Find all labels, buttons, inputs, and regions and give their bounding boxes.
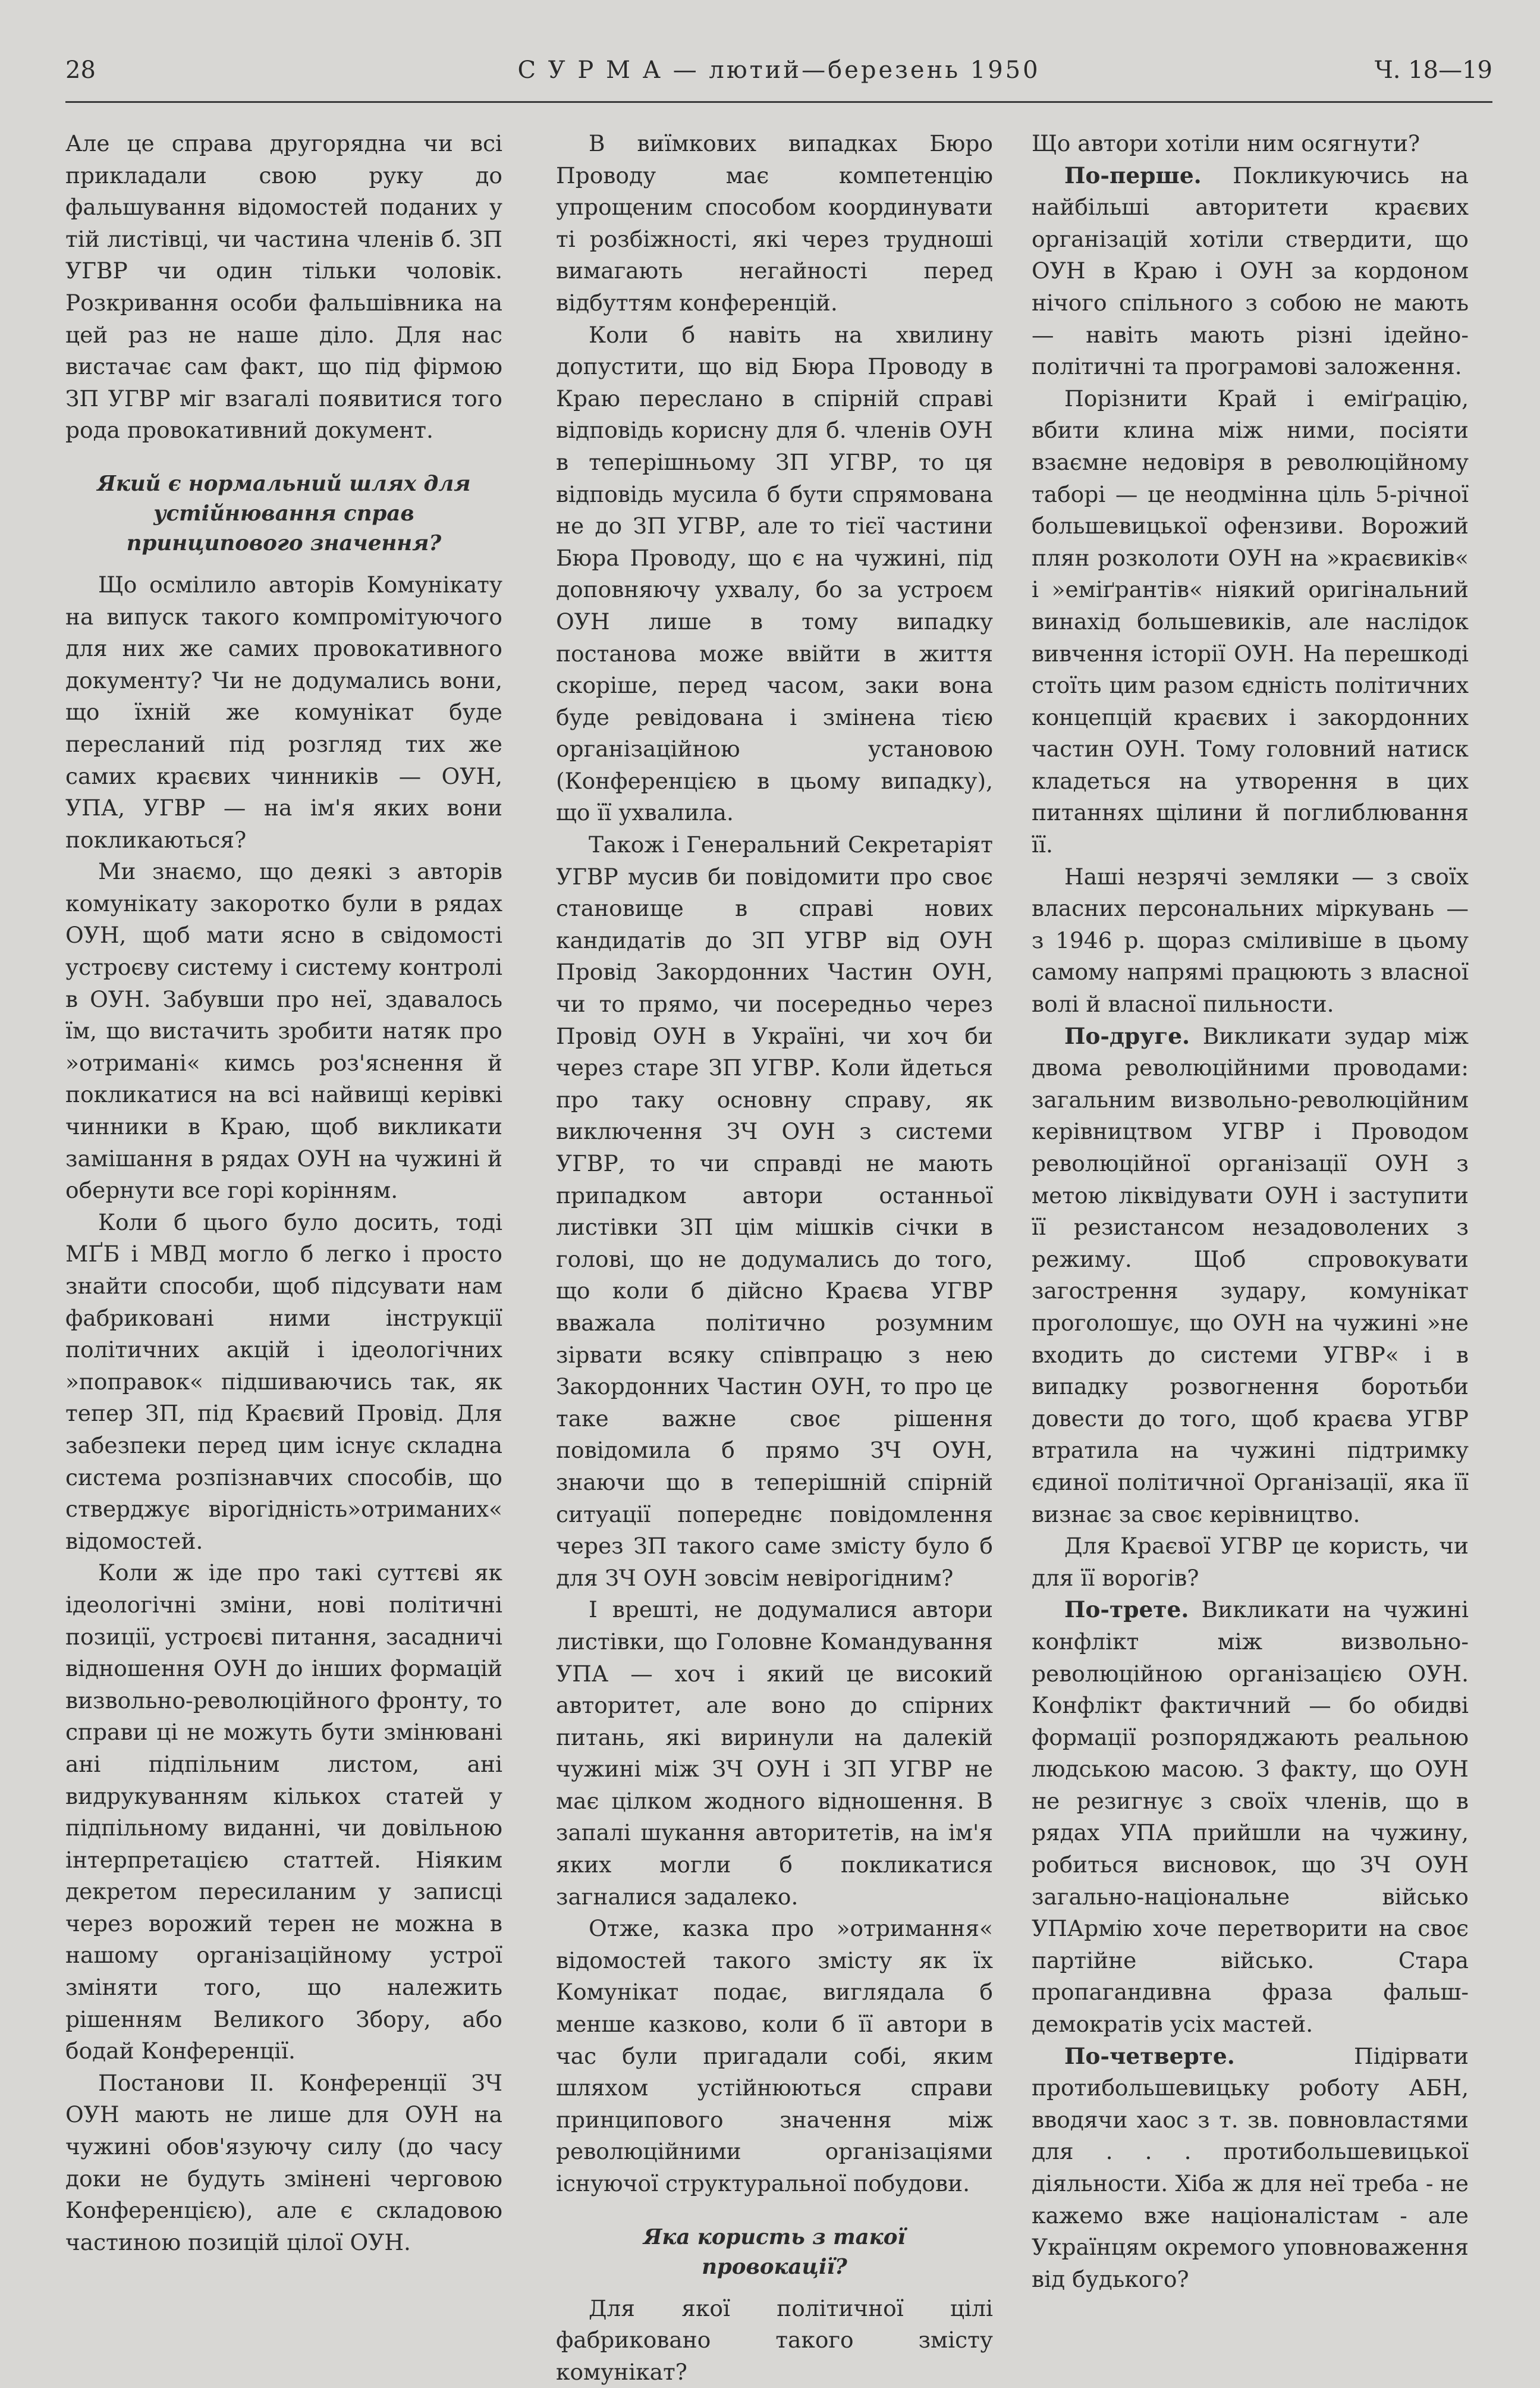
point-label: По-перше. — [1064, 162, 1202, 189]
paragraph: Коли б цього було досить, тоді МҐБ і МВД могло б легко і просто знайти способи, щоб підсувати нам фабриковані ними інструкції політичних акцій і ідеологічних »поправок« підшиваючись так, як тепер ЗП, під Краєвий Провід. Для забезпеки перед цим існує складна система розпізнавчих способів, що стверджує вірогідність»отриманих« відомостей. — [65, 1209, 502, 1554]
point-label: По-трете. — [1064, 1596, 1189, 1623]
paragraph: Для Краєвої УГВР це користь, чи для її ворогів? — [1032, 1533, 1469, 1591]
paragraph — [1032, 1021, 1469, 1531]
column-3 — [1032, 128, 1469, 2352]
page-header — [65, 57, 1492, 98]
section-heading: Який є нормальний шлях для устійнювання справ принципового значення? — [97, 471, 471, 556]
paragraph: І врешті, не додумалися автори листівки, що Головне Командування УПА — хоч і який це високий авторитет, але воно до спірних питань, які виринули на далекій чужині між ЗЧ ОУН і ЗП УГВР не має цілком жодного відношення. В запалі шукання авторитетів, на ім'я яких могли б покликатися загналися задалеко. — [556, 1596, 993, 1910]
publication-title: С У Р М А — лютий—березень 1950 — [517, 57, 1041, 84]
paragraph: Також і Генеральний Секретаріят УГВР мусив би повідомити про своє становище в справі нових кандидатів до ЗП УГВР від ОУН Провід Закордонних Частин ОУН, чи то прямо, чи посередньо через Провід ОУН в Україні, чи хоч би через старе ЗП УГВР. Коли йдеться про таку основну справу, як виключення ЗЧ ОУН з системи УГВР, то чи справді не мають припадком автори останньої листівки ЗП цім мішків січки в голові, що не додумались до того, що коли б дійсно Краєва УГВР вважала політично розумним зірвати всяку співпрацю з нею Закордонних Частин ОУН, то про це таке важне своє рішення повідомила б прямо ЗЧ ОУН, знаючи що в теперішній спірній ситуації попереднє повідомлення через ЗП такого саме змісту було б для ЗЧ ОУН зовсім невірогідним? — [556, 831, 993, 1591]
paragraph: Коли б навіть на хвилину допустити, що від Бюра Проводу в Краю переслано в спірній справі відповідь корисну для б. членів ОУН в теперішньому ЗП УГВР, то ця відповідь мусила б бути спрямована не до ЗП УГВР, але то тієї частини Бюра Проводу, що є на чужині, під доповняючу ухвалу, бо за устроєм ОУН лише в тому випадку постанова може ввійти в життя скоріше, перед часом, заки вона буде ревідована і змінена тією організаційною установою (Конференцією в цьому випадку), що її ухвалила. — [556, 321, 993, 826]
paragraph: Що автори хотіли ним осягнути? — [1032, 130, 1420, 156]
paragraph: Для якої політичної цілі фабриковано такого змісту комунікат? — [556, 2295, 993, 2385]
paragraph — [1032, 2041, 1469, 2296]
paragraph: Що осмілило авторів Комунікату на випуск такого компромітуючого для них же самих провокативного документу? Чи не додумались вони, що їхній же комунікат буде пересланий під розгляд тих же самих краєвих чинників — ОУН, УПА, УГВР — на ім'я яких вони покликаються? — [65, 571, 502, 853]
paragraph: Ми знаємо, що деякі з авторів комунікату закоротко були в рядах ОУН, щоб мати ясно в свідомості устроєву систему і систему контролі в ОУН. Забувши про неї, здавалось їм, що вистачить зробити натяк про »отримані« кимсь роз'яснення й покликатися на всі найвищі керівкі чинники в Краю, щоб викликати замішання в рядах ОУН на чужині й обернути все горі корінням. — [65, 858, 502, 1204]
paragraph: Постанови II. Конференції ЗЧ ОУН мають не лише для ОУН на чужині обов'язуючу силу (до часу доки не будуть змінені черговою Конференцією), але є складовою частиною позицій цілої ОУН. — [65, 2069, 502, 2255]
point-text: Підірвати протибольшевицьку роботу АБН, вводячи хаос з т. зв. повновластями для . . . протибольшевицької діяльности. Хіба ж для неї треба - не кажемо вже націоналістам - але Українцям окремого уповноваження від будького? — [1032, 2042, 1469, 2292]
point-label: По-четверте. — [1064, 2042, 1235, 2069]
point-text: Викликати зудар між двома революційними проводами: загальним визвольно-революційним керівництвом УГВР і Проводом революційної організації ОУН з метою ліквідувати ОУН і заступити її резистансом незадоволених з режиму. Щоб спровокувати загострення зудару, комунікат проголошує, що ОУН на чужині »не входить до системи УГВР« і в випадку розвогнення боротьби довести до того, щоб краєва УГВР втратила на чужині підтримку єдиної політичної Організації, яка її визнає за своє керівництво. — [1032, 1022, 1469, 1527]
issue-number: Ч. 18—19 — [1374, 57, 1492, 84]
section-heading: Яка користь з такої провокації? — [643, 2224, 906, 2279]
column-2 — [556, 128, 993, 2385]
column-1 — [65, 128, 502, 2352]
paragraph: Отже, казка про »отримання« відомостей такого змісту як їх Комунікат подає, виглядала б менше казково, коли б її автори в час були пригадали собі, яким шляхом устійнюються справи принципового значення між революційними організаціями існуючої структуральної побудови. — [556, 1915, 993, 2196]
page-number: 28 — [65, 57, 96, 84]
paragraph: В виїмкових випадках Бюро Проводу має компетенцію упрощеним способом координувати ті розбіжності, які через трудноші вимагають негайності перед відбуттям конференцій. — [556, 130, 993, 316]
paragraph: Коли ж іде про такі суттєві як ідеологічні зміни, нові політичні позиції, устроєві питання, засадничі відношення ОУН до інших формацій визвольно-революційного фронту, то справи ці не можуть бути змінювані ані підпільним листом, ані видрукуванням кількох статей у підпільному виданні, чи довільною інтерпретацією статтей. Ніяким декретом пересиланим у записці через ворожий терен не можна в нашому організаційному устрої зміняти того, що належить рішенням Великого Збору, або бодай Конференції. — [65, 1559, 502, 2064]
paragraph — [1032, 1594, 1469, 2040]
paragraph: Порізнити Край і еміґрацію, вбити клина між ними, посіяти взаємне недовіря в революційному таборі — це неодмінна ціль 5-річної большевицької офензиви. Ворожий плян розколоти ОУН на »краєвиків« і »еміґрантів« ніякий оригінальний винахід большевиків, але наслідок вивчення історії ОУН. На перешкоді стоїть цим разом єдність політичних концепцій краєвих і закордонних частин ОУН. Тому головний натиск кладеться на утворення в цих питаннях щілини й поглиблювання її. — [1032, 385, 1469, 858]
point-text: Викликати на чужині конфлікт між визвольно-революційною організацією ОУН. Конфлікт фактичний — бо обидві формації розпоряджають реальною людською масою. З факту, що ОУН не резигнує з своїх членів, що в рядах УПА прийшли на чужину, робиться висновок, що ЗЧ ОУН загально-національне військо УПАрмію хоче перетворити на своє партійне військо. Стара пропагандивна фраза фальш-демократів усіх мастей. — [1032, 1596, 1469, 2038]
paragraph: Наші незрячі земляки — з своїх власних персональних міркувань — з 1946 р. щораз сміливіше в цьому самому напрямі працюють з власної волі й власної пильности. — [1032, 863, 1469, 1018]
point-text: Покликуючись на найбільші авторитети краєвих організацій хотіли ствердити, що ОУН в Краю і ОУН за кордоном нічого спільного з собою не мають — навіть мають різні ідейно-політичні та програмові заложення. — [1032, 162, 1469, 380]
header-rule — [65, 101, 1492, 103]
paragraph — [1032, 160, 1469, 383]
paragraph: Але це справа другорядна чи всі прикладали свою руку до фальшування відомостей поданих у тій листівці, чи частина членів б. ЗП УГВР чи один тільки чоловік. Розкривання особи фальшівника на цей раз не наше діло. Для нас вистачає сам факт, що під фірмою ЗП УГВР міг взагалі появитися того рода провокативний документ. — [65, 130, 502, 444]
point-label: По-друге. — [1064, 1022, 1190, 1049]
